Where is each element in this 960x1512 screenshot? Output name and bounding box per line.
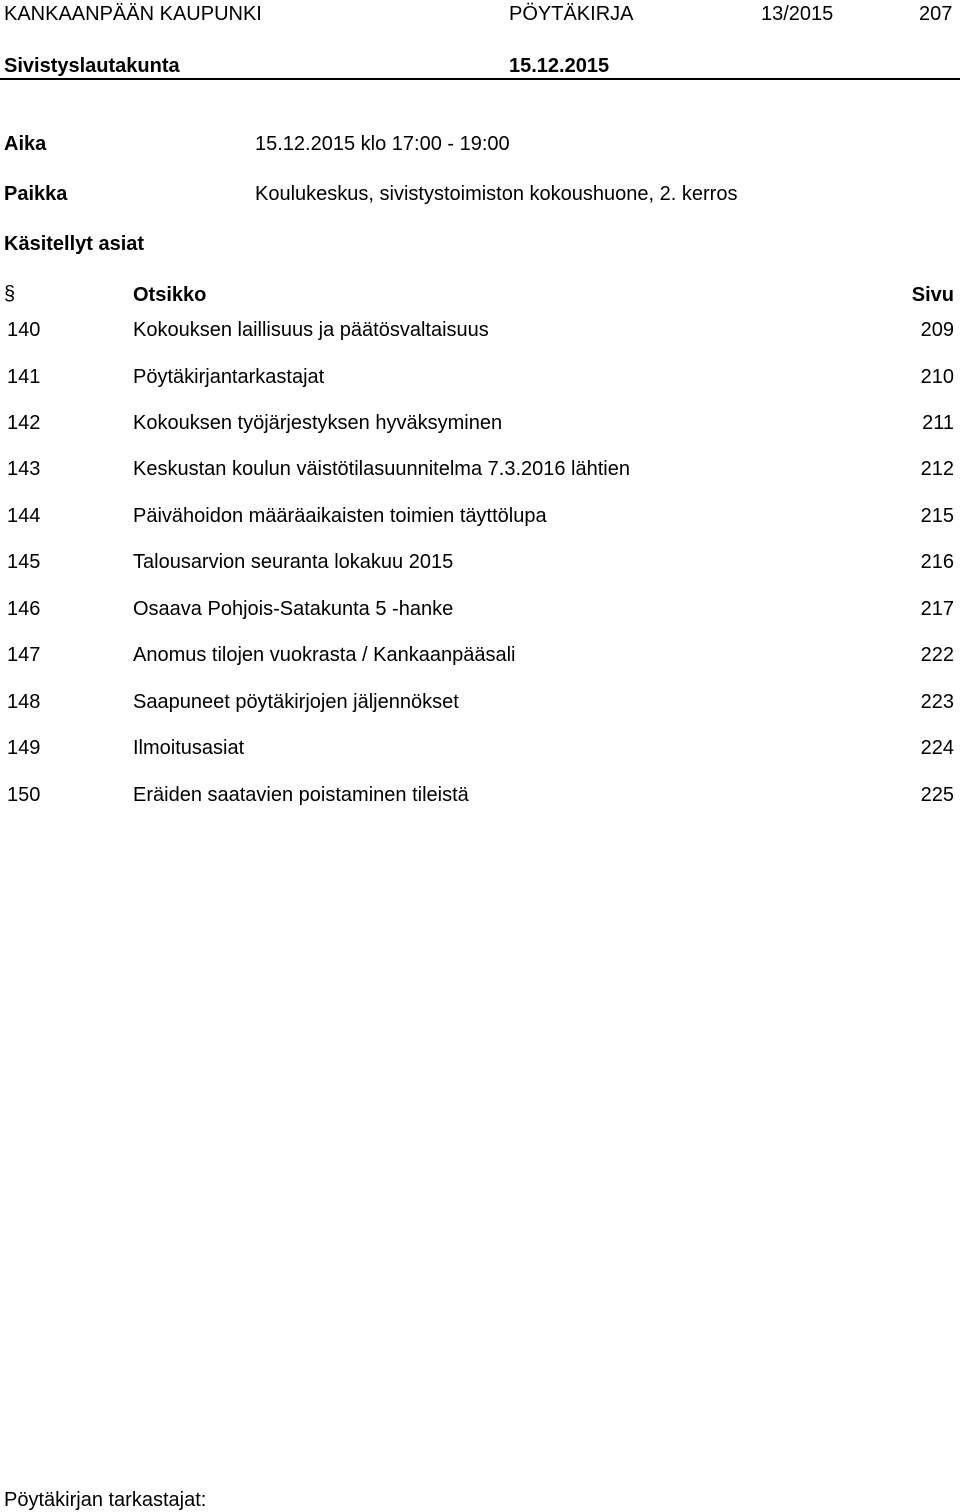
item-number: 143 xyxy=(7,458,41,480)
time-label: Aika xyxy=(4,133,47,155)
item-page: 225 xyxy=(920,784,954,806)
table-row xyxy=(0,599,960,623)
table-row xyxy=(0,459,960,483)
table-row xyxy=(0,320,960,344)
item-title: Ilmoitusasiat xyxy=(133,737,245,759)
item-number: 146 xyxy=(7,598,41,620)
item-page: 211 xyxy=(922,412,954,434)
item-number: 150 xyxy=(7,784,41,806)
issue-number: 13/2015 xyxy=(761,3,834,25)
table-row xyxy=(0,552,960,576)
item-title: Kokouksen laillisuus ja päätösvaltaisuus xyxy=(133,319,489,341)
meeting-date: 15.12.2015 xyxy=(509,55,610,77)
item-title: Saapuneet pöytäkirjojen jäljennökset xyxy=(133,691,459,713)
header-divider xyxy=(0,78,960,80)
board-name: Sivistyslautakunta xyxy=(4,55,180,77)
item-page: 217 xyxy=(920,598,954,620)
item-title: Anomus tilojen vuokrasta / Kankaanpääsali xyxy=(133,644,516,666)
column-header-title: Otsikko xyxy=(133,284,207,306)
table-row xyxy=(0,692,960,716)
column-header-page: Sivu xyxy=(911,284,954,306)
table-row xyxy=(0,785,960,809)
item-title: Keskustan koulun väistötilasuunnitelma 7.3.2016 lähtien xyxy=(133,458,630,480)
table-row xyxy=(0,506,960,530)
item-title: Pöytäkirjantarkastajat xyxy=(133,366,325,388)
item-number: 148 xyxy=(7,691,41,713)
item-page: 210 xyxy=(920,366,954,388)
item-number: 141 xyxy=(7,366,41,388)
item-page: 223 xyxy=(920,691,954,713)
org-name: KANKAANPÄÄN KAUPUNKI xyxy=(4,3,262,25)
section-sign-icon: § xyxy=(4,283,16,305)
page-number: 207 xyxy=(919,3,953,25)
table-row xyxy=(0,367,960,391)
item-number: 142 xyxy=(7,412,41,434)
item-page: 222 xyxy=(920,644,954,666)
document-type: PÖYTÄKIRJA xyxy=(509,3,634,25)
item-number: 140 xyxy=(7,319,41,341)
reviewers-label: Pöytäkirjan tarkastajat: xyxy=(4,1489,207,1511)
table-row xyxy=(0,645,960,669)
place-label: Paikka xyxy=(4,183,68,205)
item-page: 212 xyxy=(920,458,954,480)
item-title: Kokouksen työjärjestyksen hyväksyminen xyxy=(133,412,503,434)
item-page: 215 xyxy=(920,505,954,527)
item-number: 144 xyxy=(7,505,41,527)
item-title: Talousarvion seuranta lokakuu 2015 xyxy=(133,551,454,573)
place-value: Koulukeskus, sivistystoimiston kokoushuone, 2. kerros xyxy=(255,183,738,205)
item-number: 149 xyxy=(7,737,41,759)
item-number: 147 xyxy=(7,644,41,666)
item-page: 224 xyxy=(920,737,954,759)
table-row xyxy=(0,738,960,762)
item-title: Eräiden saatavien poistaminen tileistä xyxy=(133,784,469,806)
table-row xyxy=(0,413,960,437)
item-page: 209 xyxy=(920,319,954,341)
item-page: 216 xyxy=(920,551,954,573)
item-title: Päivähoidon määräaikaisten toimien täyttölupa xyxy=(133,505,547,527)
agenda-heading: Käsitellyt asiat xyxy=(4,233,145,255)
time-value: 15.12.2015 klo 17:00 - 19:00 xyxy=(255,133,510,155)
item-title: Osaava Pohjois-Satakunta 5 -hanke xyxy=(133,598,454,620)
item-number: 145 xyxy=(7,551,41,573)
